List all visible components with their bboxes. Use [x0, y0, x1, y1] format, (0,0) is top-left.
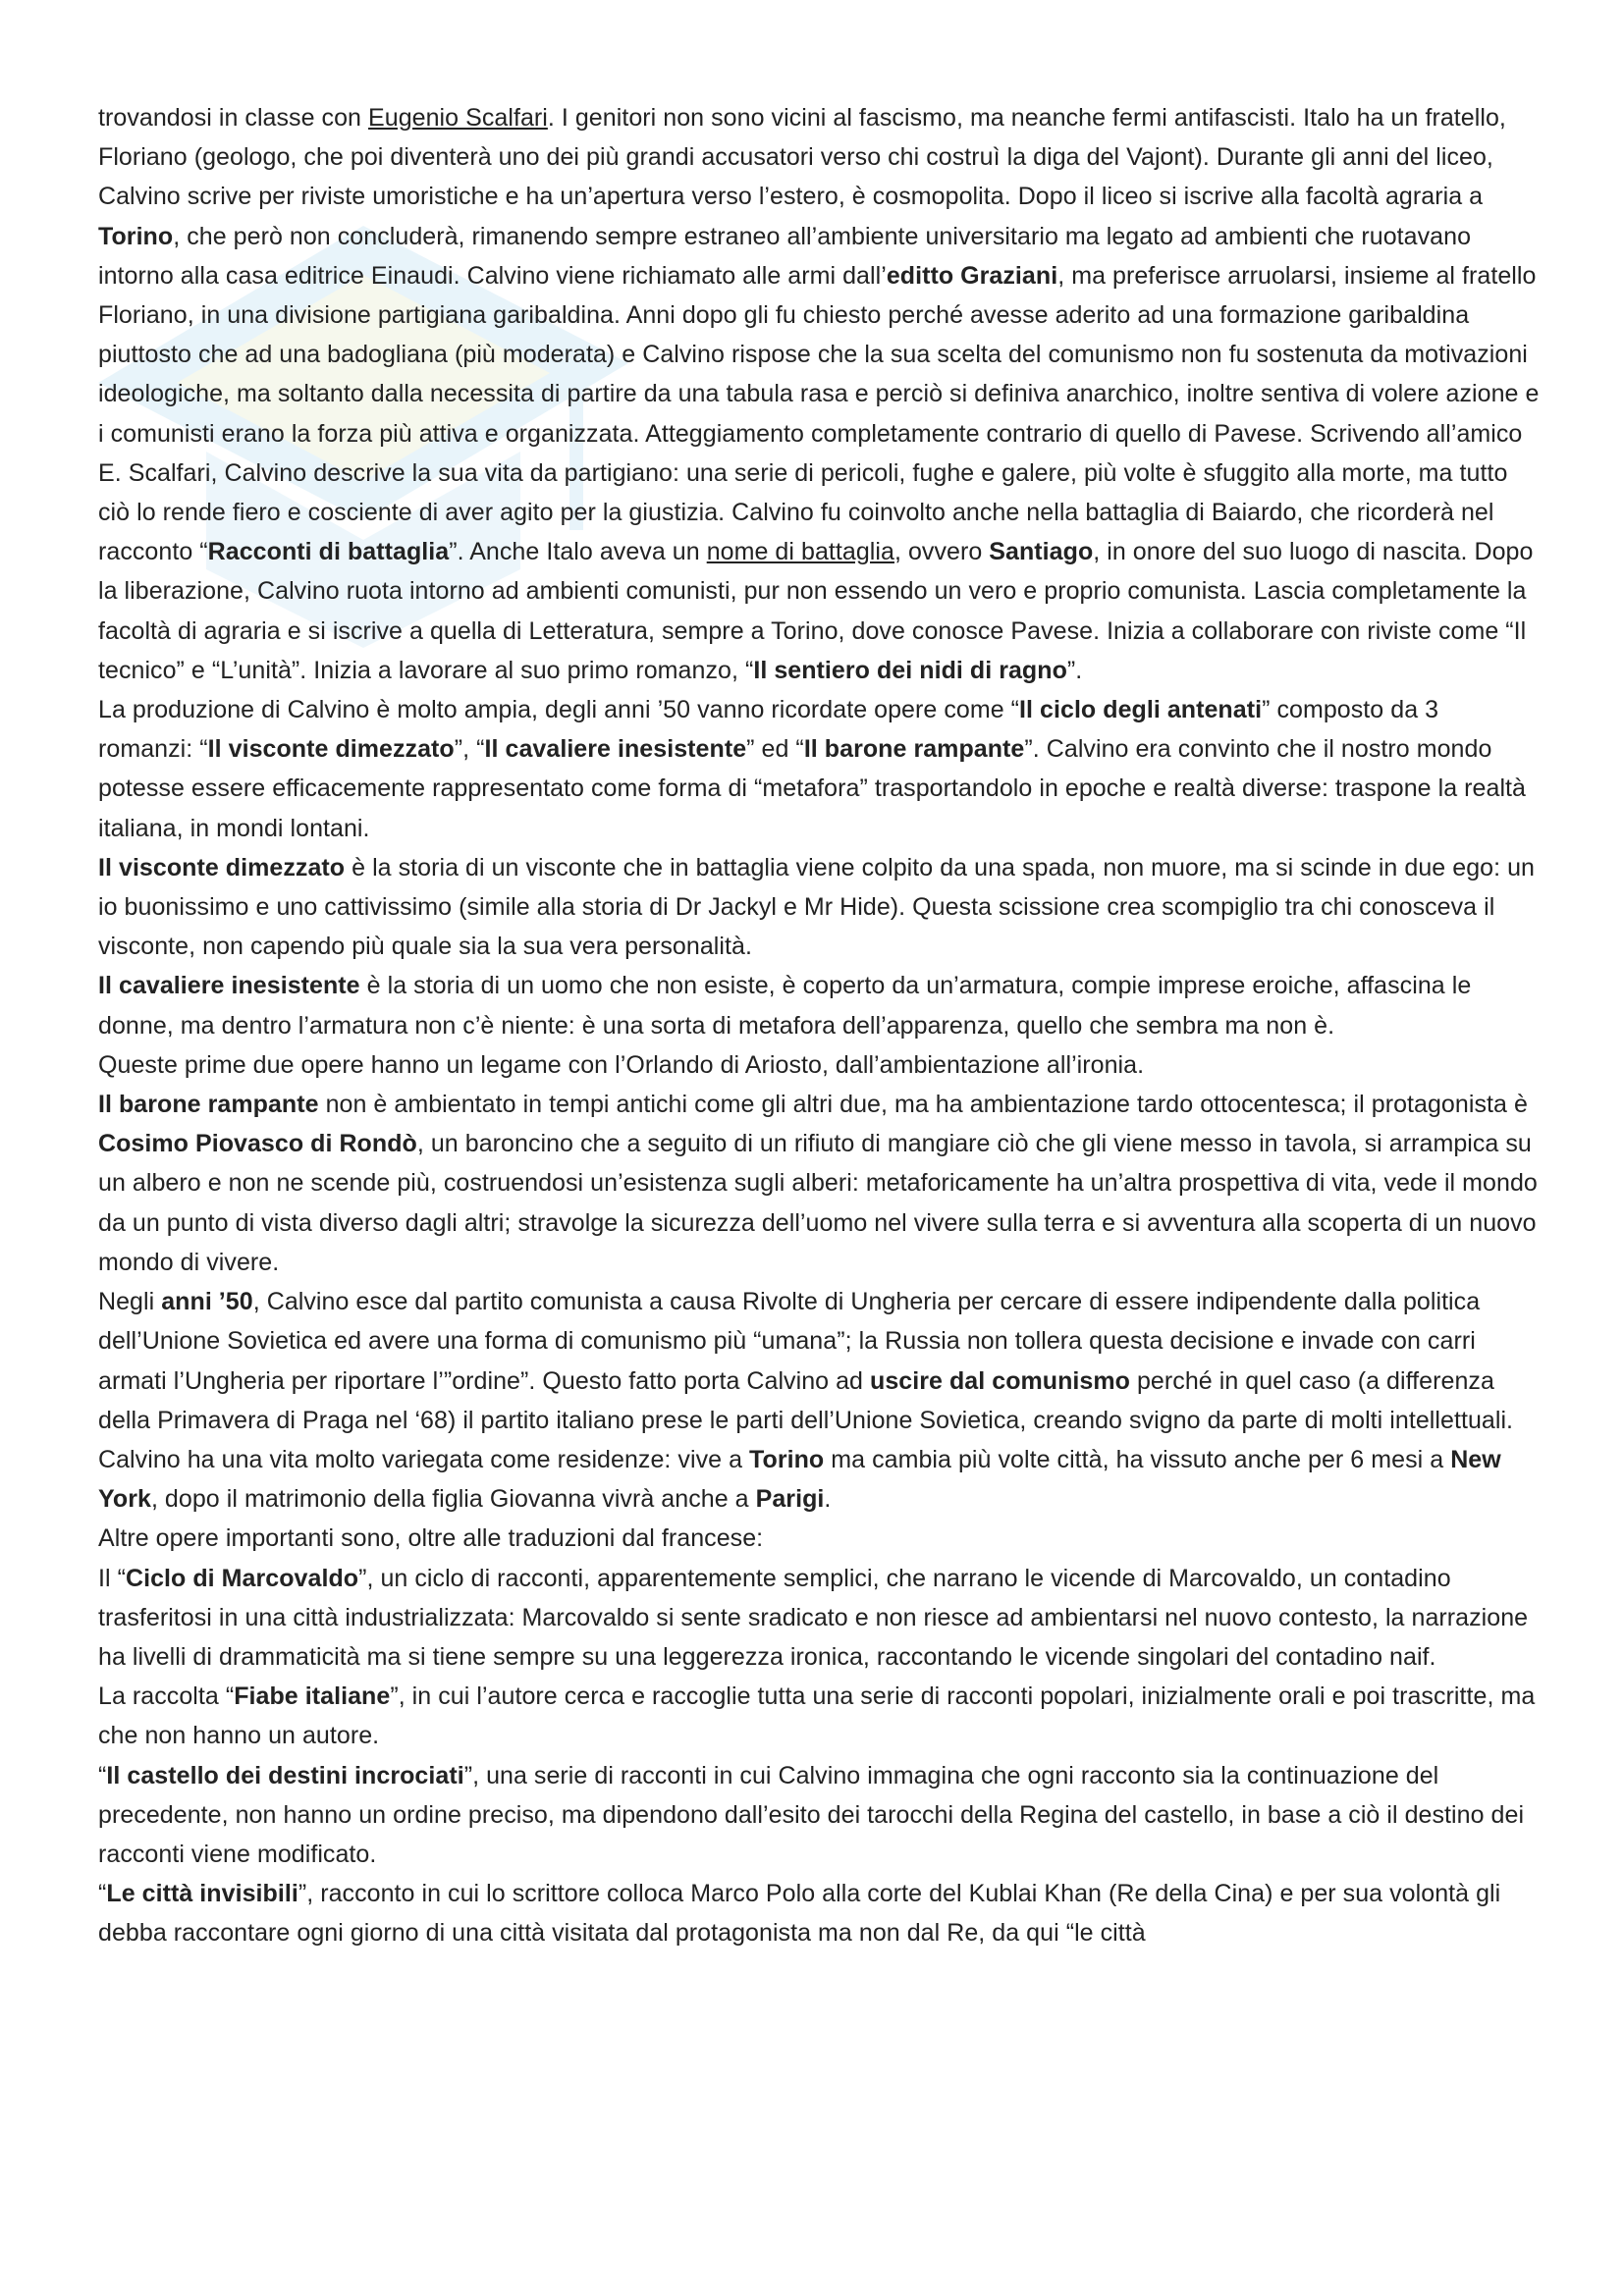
bold-text: anni ’50 [161, 1288, 253, 1316]
paragraph-residenze [98, 1440, 1540, 1519]
text-run: trovandosi in classe con [98, 104, 369, 132]
bold-text: Il cavaliere inesistente [484, 735, 747, 764]
text-run: , in onore del suo luogo di nascita. Dopo la liberazione, Calvino ruota intorno ad ambienti comunisti, pur non essendo un vero e proprio comunista. Lascia completamente la facoltà di agraria e si iscrive a quella di Letteratura, sempre a Torino, dove conosce Pavese. Inizia a collaborare con riviste come “Il tecnico” e “L’unità”. Inizia a lavorare al suo primo romanzo, “ [98, 538, 1534, 684]
text-run: , un baroncino che a seguito di un rifiuto di mangiare ciò che gli viene messo in tavola, si arrampica su un albero e non ne scende più, costruendosi un’esistenza sugli alberi: metaforicamente ha un’altra prospettiva di vita, vede il mondo da un punto di vista diverso dagli altri; stravolge la sicurezza dell’uomo nel vivere sulla terra e si avventura alla scoperta di un nuovo mondo di vivere. [98, 1130, 1538, 1276]
bold-text: Torino [749, 1445, 825, 1473]
text-run: “ [98, 1761, 107, 1789]
paragraph-castello [98, 1756, 1540, 1875]
bold-text: Ciclo di Marcovaldo [125, 1564, 359, 1592]
text-run: Il “ [98, 1564, 126, 1592]
text-run: . I genitori non sono vicini al fascismo, ma neanche fermi antifascisti. Italo ha un fratello, Floriano (geologo, che poi diventerà uno dei più grandi accusatori verso chi costruì la diga del Vajont). Durante gli anni del liceo, Calvino scrive per riviste umoristiche e ha un’apertura verso l’estero, è cosmopolita. Dopo il liceo si iscrive alla facoltà agraria a [98, 104, 1506, 211]
text-run: ”, racconto in cui lo scrittore colloca Marco Polo alla corte del Kublai Khan (Re della Cina) e per sua volontà gli debba raccontare ogni giorno di una città visitata dal protagonista ma non dal Re, da qui “le città [98, 1880, 1501, 1948]
bold-text: Parigi [755, 1485, 825, 1514]
document-body [98, 98, 1540, 1953]
bold-text: editto Graziani [886, 261, 1058, 290]
bold-text: Il visconte dimezzato [98, 853, 346, 881]
text-run: , Calvino esce dal partito comunista a causa Rivolte di Ungheria per cercare di essere indipendente dalla politica dell’Unione Sovietica ed avere una forma di comunismo più “umana”; la Russia non tollera questa decisione e invade con carri armati l’Ungheria per riportare l’”ordine”. Questo fatto porta Calvino ad [98, 1288, 1481, 1395]
paragraph-marcovaldo [98, 1559, 1540, 1678]
text-run: , ovvero [893, 538, 990, 566]
text-run: Queste prime due opere hanno un legame con l’Orlando di Ariosto, dall’ambientazione all’ironia. [98, 1050, 1145, 1079]
text-run: ”, una serie di racconti in cui Calvino immagina che ogni racconto sia la continuazione del precedente, non hanno un ordine preciso, ma dipendono dall’esito dei tarocchi della Regina del castello, in base a ciò il destino dei racconti viene modificato. [98, 1761, 1525, 1868]
bold-text: Il barone rampante [803, 735, 1025, 764]
text-run: è la storia di un uomo che non esiste, è coperto da un’armatura, compie imprese eroiche, affascina le donne, ma dentro l’armatura non c’è niente: è una sorta di metafora dell’apparenza, quello che sembra ma non è. [98, 972, 1472, 1040]
bold-text: Il castello dei destini incrociati [106, 1761, 464, 1789]
text-run: Calvino ha una vita molto variegata come residenze: vive a [98, 1445, 750, 1473]
text-run: ”, “ [454, 735, 485, 764]
text-run: , che però non concluderà, rimanendo sempre estraneo all’ambiente universitario ma legato ad ambienti che ruotavano intorno alla casa editrice Einaudi. Calvino viene richiamato alle armi dall’ [98, 222, 1472, 290]
text-run: La produzione di Calvino è molto ampia, degli anni ’50 vanno ricordate opere come “ [98, 696, 1020, 724]
text-run: “ [98, 1880, 107, 1908]
text-run: non è ambientato in tempi antichi come gli altri due, ma ha ambientazione tardo ottocentesca; il protagonista è [318, 1091, 1528, 1119]
paragraph-ariosto [98, 1045, 1540, 1085]
paragraph-citta-invisibili [98, 1874, 1540, 1952]
bold-text: Il visconte dimezzato [207, 735, 455, 764]
text-run: Altre opere importanti sono, oltre alle traduzioni dal francese: [98, 1524, 764, 1553]
bold-text: New York [98, 1445, 1501, 1514]
paragraph-anni-50 [98, 1282, 1540, 1440]
text-run: ” composto da 3 romanzi: “ [98, 696, 1439, 764]
bold-text: Il ciclo degli antenati [1019, 696, 1263, 724]
text-run: ”. Calvino era convinto che il nostro mondo potesse essere efficacemente rappresentato come forma di “metafora” trasportandolo in epoche e realtà diverse: traspone la realtà italiana, in mondi lontani. [98, 735, 1527, 842]
paragraph-fiabe [98, 1677, 1540, 1755]
paragraph-barone [98, 1085, 1540, 1282]
bold-text: Racconti di battaglia [207, 538, 450, 566]
paragraph-altre-opere [98, 1519, 1540, 1558]
bold-text: Il cavaliere inesistente [98, 972, 360, 1000]
bold-text: Il sentiero dei nidi di ragno [753, 656, 1067, 684]
paragraph-antenati [98, 690, 1540, 848]
text-run: ” ed “ [746, 735, 804, 764]
bold-text: Santiago [989, 538, 1094, 566]
text-run: Negli [98, 1288, 162, 1316]
text-run: perché in quel caso (a differenza della Primavera di Praga nel ‘68) il partito italiano prese le parti dell’Unione Sovietica, creando svigno da parte di molti intellettuali. [98, 1366, 1514, 1434]
underlined-text: nome di battaglia [706, 538, 894, 566]
paragraph-visconte [98, 848, 1540, 967]
underlined-text: Eugenio Scalfari [368, 104, 548, 132]
bold-text: Fiabe italiane [234, 1682, 391, 1711]
text-run: ”, in cui l’autore cerca e raccoglie tutta una serie di racconti popolari, inizialmente orali e poi trascritte, ma che non hanno un autore. [98, 1682, 1536, 1750]
text-run: è la storia di un visconte che in battaglia viene colpito da una spada, non muore, ma si scinde in due ego: un io buonissimo e uno cattivissimo (simile alla storia di Dr Jackyl e Mr Hide). Questa scissione crea scompiglio tra chi conosceva il visconte, non capendo più quale sia la sua vera personalità. [98, 853, 1535, 961]
text-run: . [824, 1485, 832, 1514]
bold-text: Le città invisibili [106, 1880, 298, 1908]
bold-text: Cosimo Piovasco di Rondò [98, 1130, 417, 1158]
text-run: ma cambia più volte città, ha vissuto anche per 6 mesi a [824, 1445, 1451, 1473]
text-run: , ma preferisce arruolarsi, insieme al fratello Floriano, in una divisione partigiana garibaldina. Anni dopo gli fu chiesto perché avesse aderito ad una formazione garibaldina piuttosto che ad una badogliana (più moderata) e Calvino rispose che la sua scelta del comunismo non fu sostenuta da motivazioni ideologiche, ma soltanto dalla necessita di partire da una tabula rasa e perciò si definiva anarchico, inoltre sentiva di volere azione e i comunisti erano la forza più attiva e organizzata. Atteggiamento completamente contrario di quello di Pavese. Scrivendo all’amico E. Scalfari, Calvino descrive la sua vita da partigiano: una serie di pericoli, fughe e galere, più volte è sfuggito alla morte, ma tutto ciò lo rende fiero e cosciente di aver agito per la giustizia. Calvino fu coinvolto anche nella battaglia di Baiardo, che ricorderà nel racconto “ [98, 261, 1540, 566]
text-run: ”, un ciclo di racconti, apparentemente semplici, che narrano le vicende di Marcovaldo, un contadino trasferitosi in una città industrializzata: Marcovaldo si sente sradicato e non riesce ad ambientarsi nel nuovo contesto, la narrazione ha livelli di drammaticità ma si tiene sempre su una leggerezza ironica, raccontando le vicende singolari del contadino naif. [98, 1564, 1529, 1671]
text-run: , dopo il matrimonio della figlia Giovanna vivrà anche a [150, 1485, 756, 1514]
text-run: ”. Anche Italo aveva un [449, 538, 707, 566]
text-run: La raccolta “ [98, 1682, 235, 1711]
paragraph-biography [98, 98, 1540, 690]
bold-text: Torino [98, 222, 174, 250]
paragraph-cavaliere [98, 966, 1540, 1044]
bold-text: uscire dal comunismo [870, 1366, 1130, 1395]
text-run: ”. [1066, 656, 1083, 684]
bold-text: Il barone rampante [98, 1091, 319, 1119]
